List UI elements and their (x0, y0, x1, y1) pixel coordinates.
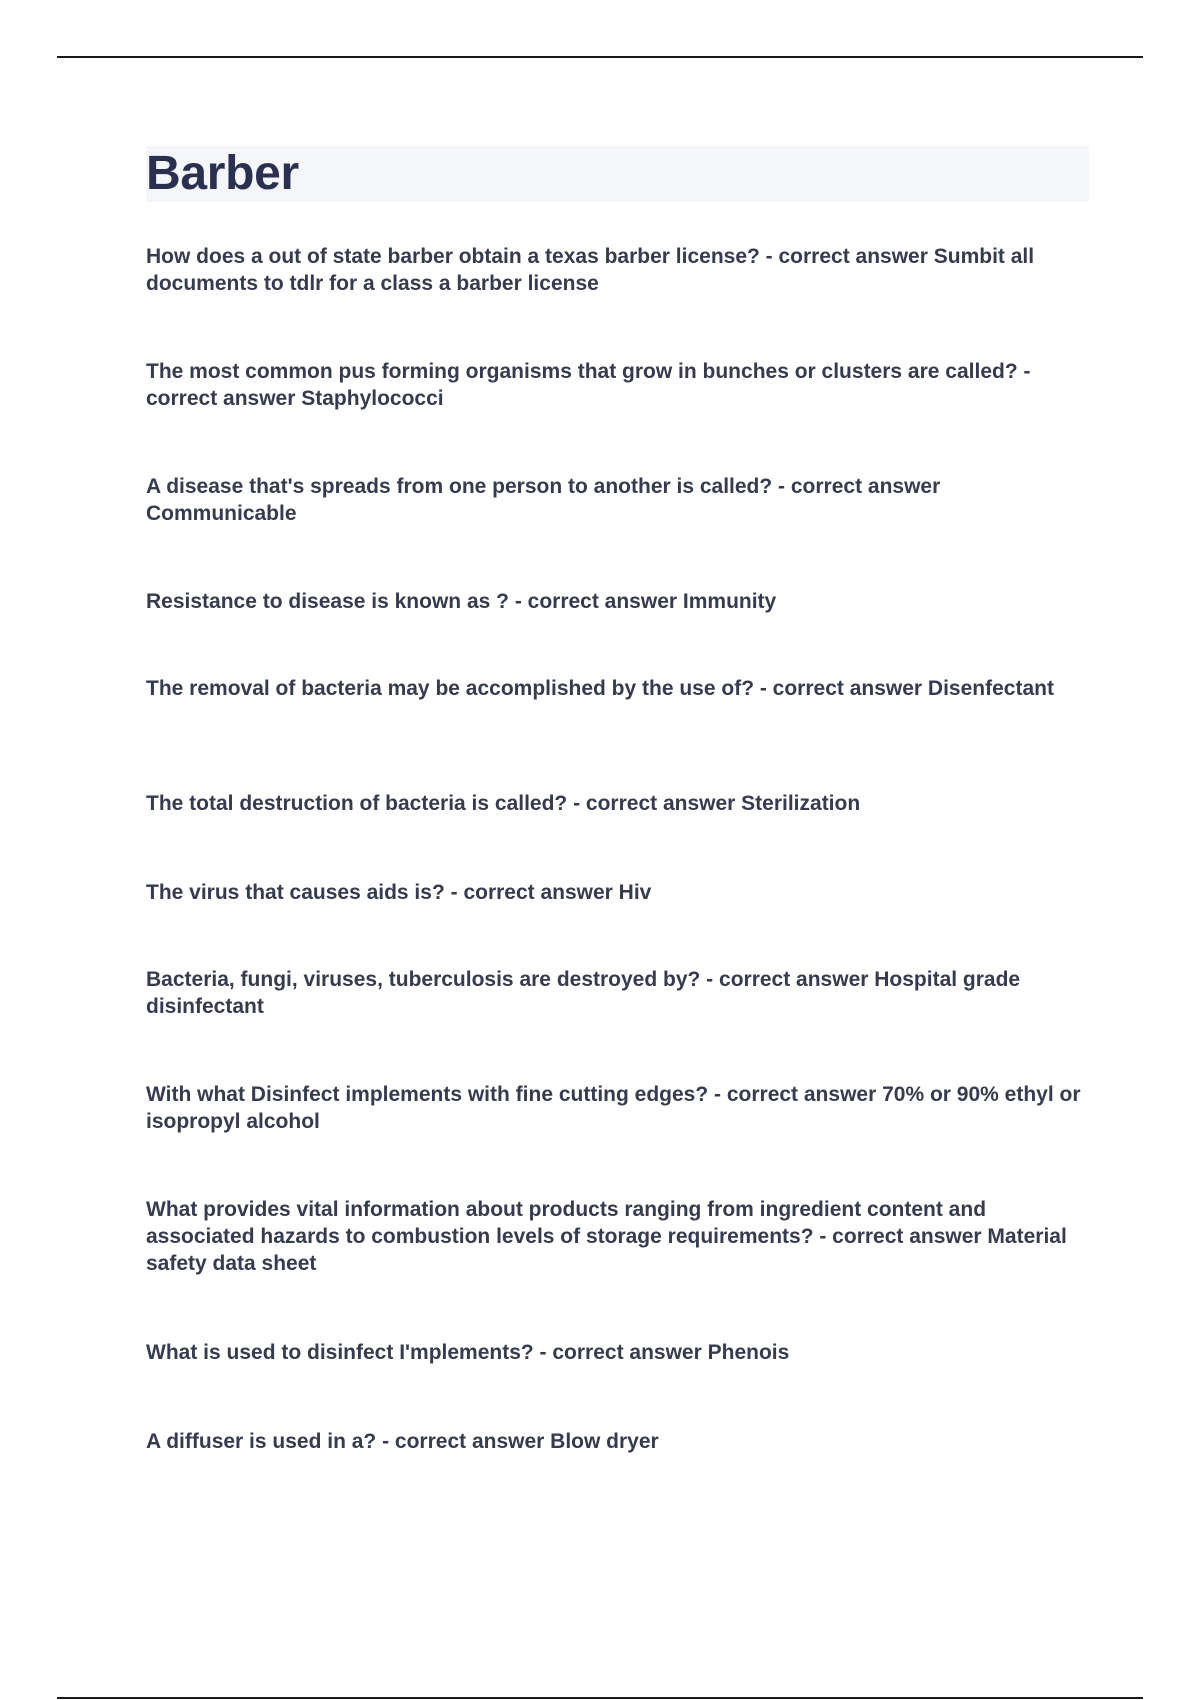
qa-item-2: The most common pus forming organisms that grow in bunches or clusters are called? - correct answer Staphylococci (146, 360, 1031, 410)
qa-item-9: With what Disinfect implements with fine cutting edges? - correct answer 70% or 90% ethyl or isopropyl alcohol (146, 1083, 1081, 1133)
qa-item-10: What provides vital information about products ranging from ingredient content and associated hazards to combustion levels of storage requirements? - correct answer Material safety data sheet (146, 1198, 1067, 1275)
top-divider (57, 56, 1143, 58)
qa-item-6: The total destruction of bacteria is called? - correct answer Sterilization (146, 792, 861, 815)
page-title: Barber (146, 147, 299, 200)
qa-item-12: A diffuser is used in a? - correct answer Blow dryer (146, 1430, 659, 1453)
qa-item-7: The virus that causes aids is? - correct answer Hiv (146, 881, 652, 904)
qa-item-5: The removal of bacteria may be accomplished by the use of? - correct answer Disenfectant (146, 677, 1054, 700)
bottom-divider (57, 1697, 1143, 1699)
qa-item-4: Resistance to disease is known as ? - correct answer Immunity (146, 590, 777, 613)
qa-item-11: What is used to disinfect I'mplements? - correct answer Phenois (146, 1341, 790, 1364)
qa-item-1: How does a out of state barber obtain a texas barber license? - correct answer Sumbit all documents to tdlr for a class a barber license (146, 245, 1035, 295)
qa-item-8: Bacteria, fungi, viruses, tuberculosis are destroyed by? - correct answer Hospital grade disinfectant (146, 968, 1021, 1018)
qa-item-3: A disease that's spreads from one person to another is called? - correct answer Communicable (146, 475, 941, 525)
